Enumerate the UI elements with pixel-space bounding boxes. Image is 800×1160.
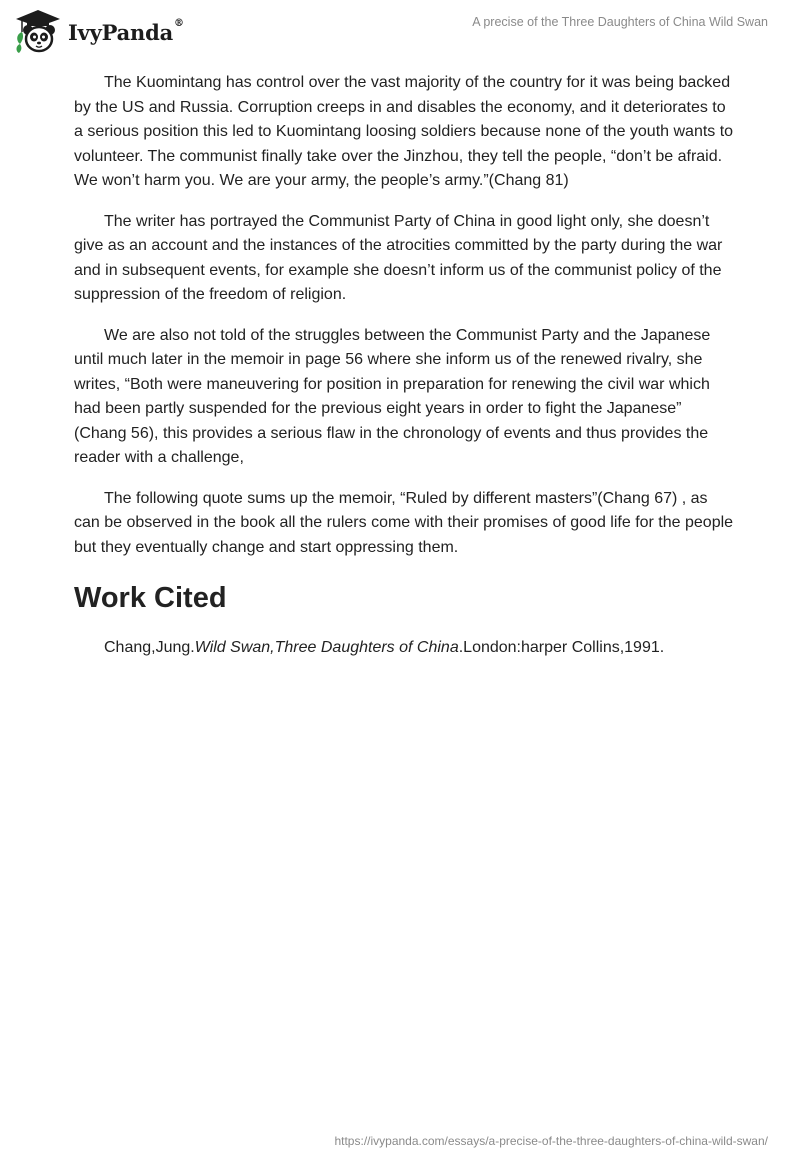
brand-name: IvyPanda® [68, 17, 184, 45]
registered-mark: ® [174, 17, 184, 29]
paragraph: We are also not told of the struggles between the Communist Party and the Japanese until much later in the memoir in page 56 where she inform us of the renewed rivalry, she writes, “Both were maneuvering for position in preparation for renewing the civil war which had been partly suspended for the previous eight years in order to fight the Japanese” (Chang 56), this provides a serious flaw in the chronology of events and thus provides the reader with a challenge, [74, 326, 711, 466]
works-cited-heading: Work Cited [74, 582, 227, 614]
citation-title: Wild Swan,Three Daughters of China [194, 639, 459, 656]
ivypanda-logo[interactable] [14, 8, 184, 54]
citation-author: Chang,Jung. [104, 639, 195, 656]
paragraph: The writer has portrayed the Communist Party of China in good light only, she doesn’t give as an account and the instances of the atrocities committed by the party during the war and in subsequent events, for example she doesn’t inform us of the communist policy of the suppression of the freedom of religion. [74, 212, 723, 303]
page-header [0, 0, 800, 60]
source-url[interactable]: https://ivypanda.com/essays/a-precise-of-the-three-daughters-of-china-wild-swan/ [334, 1134, 768, 1148]
citation-entry [74, 636, 734, 660]
paragraph: The following quote sums up the memoir, “Ruled by different masters”(Chang 67) , as can be observed in the book all the rulers come with their promises of good life for the people but they eventually change and start oppressing them. [74, 489, 734, 556]
document-title: A precise of the Three Daughters of China Wild Swan [472, 15, 768, 29]
essay-body [74, 71, 734, 660]
citation-publisher: .London:harper Collins,1991. [458, 639, 665, 656]
paragraph: The Kuomintang has control over the vast majority of the country for it was being backed by the US and Russia. Corruption creeps in and disables the economy, and it deteriorates to a serious position this led to Kuomintang loosing soldiers because none of the youth wants to volunteer. The communist finally take over the Jinzhou, they tell the people, “don’t be afraid. We won’t harm you. We are your army, the people’s army.”(Chang 81) [74, 74, 734, 189]
panda-graduate-icon [14, 8, 62, 54]
